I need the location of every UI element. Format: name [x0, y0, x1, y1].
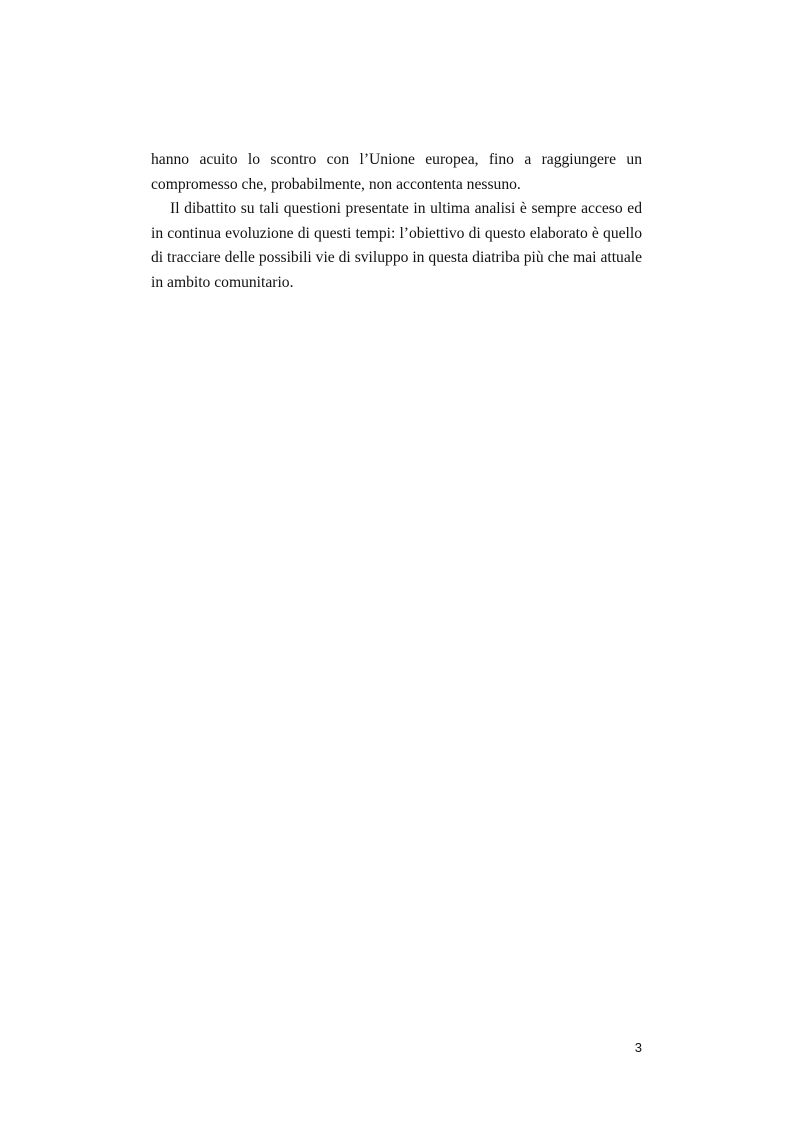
paragraph-debate: Il dibattito su tali questioni presentate in ultima analisi è sempre acceso ed in continua evoluzione di questi tempi: l’obiettivo di questo elaborato è quello di tracciare delle possibili vie di sviluppo in questa diatriba più che mai attuale in ambito comunitario. [151, 200, 642, 291]
body-text [151, 148, 642, 295]
page-number: 3 [634, 1040, 642, 1055]
paragraph-continuation: hanno acuito lo scontro con l’Unione europea, fino a raggiungere un compromesso che, probabilmente, non accontenta nessuno. [151, 151, 642, 193]
